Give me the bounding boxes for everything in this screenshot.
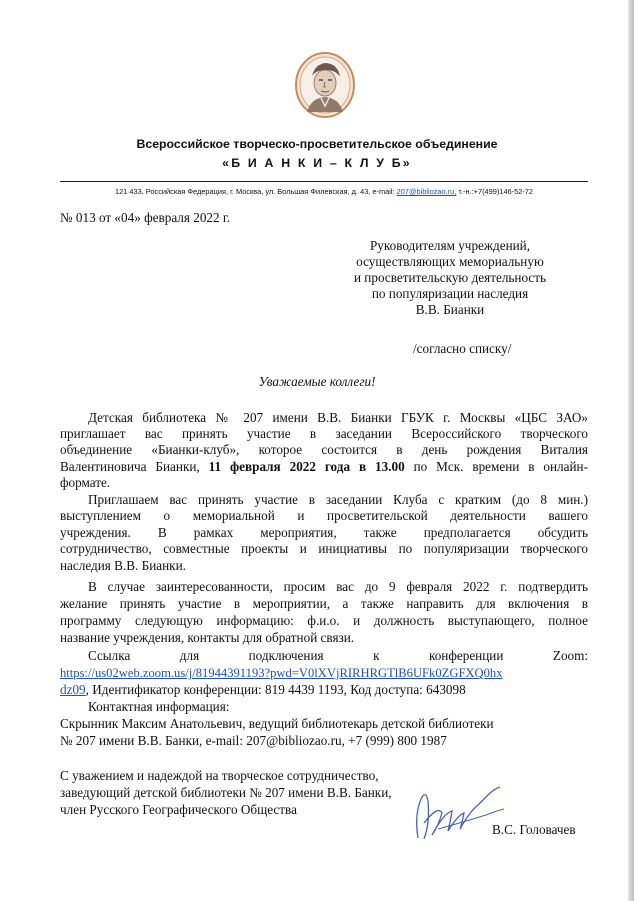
contact-line-2: № 207 имени В.В. Банки, e-mail: 207@bibliozao.ru, +7 (999) 800 1987 bbox=[60, 733, 447, 748]
paragraph-3-line-4: название учреждения, контакты для обратной связи. bbox=[60, 630, 355, 645]
addressee-line-1: Руководителям учреждений, bbox=[369, 238, 531, 253]
addressee-line-4: по популяризации наследия bbox=[371, 286, 529, 301]
contact-line-1: Скрынник Максим Анатольевич, ведущий библиотекарь детской библиотеки bbox=[60, 716, 494, 731]
zoom-word-6: Zoom: bbox=[552, 648, 589, 663]
zoom-word-5: конференции bbox=[428, 648, 504, 663]
paragraph-3-line-3: программу следующую информацию: ф.и.о. и должность выступающего, полное bbox=[60, 613, 588, 628]
zoom-word-1: Ссылка bbox=[88, 648, 131, 663]
address-email-link[interactable]: 207@bibliozao.ru, bbox=[396, 187, 457, 196]
addressee-list-note: /согласно списку/ bbox=[413, 341, 512, 356]
paragraph-3-line-2: желание принять участие в мероприятии, а также направить для включения в bbox=[60, 596, 588, 611]
zoom-word-3: подключения bbox=[248, 648, 324, 663]
conference-id-and-code: , Идентификатор конференции: 819 4439 1193, Код доступа: 643098 bbox=[85, 682, 466, 697]
closing-line-2: заведующий детской библиотеки № 207 имени В.В. Банки, bbox=[60, 785, 392, 800]
zoom-word-4: к bbox=[373, 648, 380, 663]
header-address bbox=[60, 187, 588, 196]
zoom-word-2: для bbox=[179, 648, 200, 663]
paragraph-1-line-2: приглашает вас принять участие в заседании Всероссийского творческого bbox=[60, 426, 588, 441]
paragraph-2-line-5: наследия В.В. Бианки. bbox=[60, 558, 186, 573]
paragraph-2-line-3: учреждения. В рамках мероприятия, также предполагается обсудить bbox=[60, 525, 588, 540]
closing-line-1: С уважением и надеждой на творческое сотрудничество, bbox=[60, 768, 379, 783]
paragraph-2-line-2: выступлением о мемориальной и просветительской деятельности вашего bbox=[60, 508, 588, 523]
addressee-line-3: и просветительскую деятельность bbox=[353, 270, 547, 285]
paragraph-1-line-1: Детская библиотека № 207 имени В.В. Бианки ГБУК г. Москвы «ЦБС ЗАО» bbox=[88, 410, 588, 425]
club-name: «Б И А Н К И – К Л У Б» bbox=[222, 156, 412, 170]
addressee-line-2: осуществляющих мемориальную bbox=[356, 254, 544, 269]
paragraph-1-line-3: объединение «Бианки-клуб», которое состоится в день рождения Виталия bbox=[60, 442, 588, 457]
zoom-link-label bbox=[88, 648, 588, 664]
p1-text-c: по Мск. времени в онлайн- bbox=[404, 459, 588, 474]
paragraph-2-line-1: Приглашаем вас принять участие в заседании Клуба с кратким (до 8 мин.) bbox=[88, 492, 588, 507]
bianki-portrait-logo bbox=[295, 52, 355, 118]
address-text: 121 433, Российская Федерация, г. Москва, ул. Большая Филевская, д. 43, e-mail: bbox=[114, 187, 397, 196]
header-divider bbox=[60, 181, 588, 182]
organization-name: Всероссийское творческо-просветительское объединение bbox=[136, 137, 498, 151]
p1-text-a: Валентиновича Бианки, bbox=[60, 459, 209, 474]
paragraph-2-line-4: сотрудничество, совместные проекты и инициативы по популяризации творческого bbox=[60, 541, 588, 556]
paragraph-1-line-5: формате. bbox=[60, 475, 111, 490]
reference-number: № 013 от «04» февраля 2022 г. bbox=[60, 210, 231, 225]
addressee-line-5: В.В. Бианки bbox=[415, 302, 485, 317]
address-phone: т.-н.:+7(499)146-52-72 bbox=[456, 187, 534, 196]
signer-name: В.С. Головачев bbox=[492, 822, 576, 837]
greeting: Уважаемые коллеги! bbox=[258, 374, 376, 389]
event-date-time: 11 февраля 2022 года в 13.00 bbox=[208, 459, 405, 474]
contact-heading: Контактная информация: bbox=[88, 699, 230, 714]
zoom-url-tail[interactable]: dz09 bbox=[60, 682, 86, 697]
zoom-url-line-1[interactable]: https://us02web.zoom.us/j/81944391193?pwd=V0lXVjRIRHRGTlB6UFk0ZGFXQ0hx bbox=[60, 666, 503, 680]
paragraph-1-line-4 bbox=[60, 459, 588, 475]
zoom-url-line-2 bbox=[60, 682, 466, 698]
closing-line-3: член Русского Географического Общества bbox=[60, 802, 297, 817]
paragraph-3-line-1: В случае заинтересованности, просим вас до 9 февраля 2022 г. подтвердить bbox=[88, 579, 588, 594]
page-edge-shadow bbox=[628, 0, 634, 901]
